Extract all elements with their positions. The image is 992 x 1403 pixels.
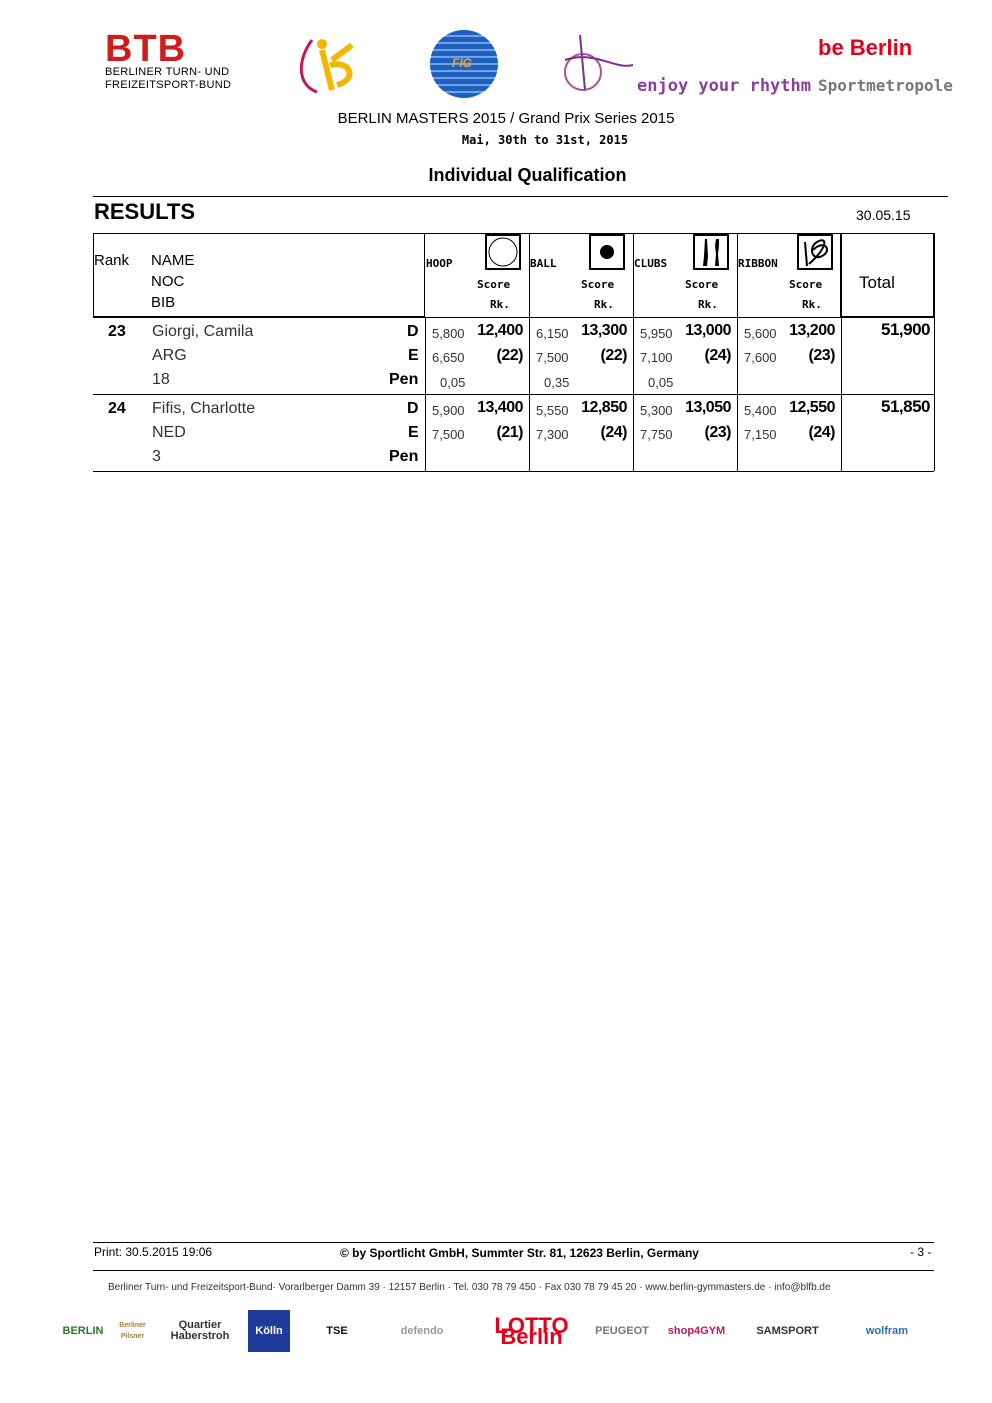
footer-divider-top [93,1242,934,1243]
apparatus-ball: BALL [530,257,557,270]
footer-address: Berliner Turn- und Freizeitsport-Bund· Vorarlberger Damm 39 · 12157 Berlin · Tel. 030 78 79 450 · Fax 030 78 79 45 20 · www.berlin-gymmasters.de · info@blfb.de [108,1282,831,1293]
e-score: 7,500 [536,350,569,365]
results-heading: RESULTS [94,199,196,224]
rank-label: Rk. [802,298,822,311]
apparatus-score: 12,400 [477,322,523,339]
e-score: 7,500 [432,427,465,442]
noc: ARG [152,347,187,364]
e-score: 6,650 [432,350,465,365]
print-timestamp: Print: 30.5.2015 19:06 [94,1245,213,1259]
rank: 23 [108,323,126,340]
column-divider [737,394,738,471]
rank-label: Rk. [490,298,510,311]
sponsor-logo: defendo [400,1324,444,1337]
be-berlin-logo: be Berlin [818,35,913,60]
label-d: D [407,323,419,340]
column-divider [841,317,842,394]
sponsor-logo: Quartier Haberstroh [170,1319,230,1342]
apparatus-score: 13,300 [581,322,627,339]
label-pen: Pen [389,448,419,465]
column-divider [737,317,738,394]
btb-line2: FREIZEITSPORT-BUND [105,79,232,91]
bib: 18 [152,371,170,388]
score-label: Score [477,278,511,291]
fig-logo: FIG [430,30,498,98]
sponsor-logo: Berliner Pilsner [119,1322,146,1340]
penalty: 0,05 [440,375,466,390]
table-bottom [93,471,934,472]
e-score: 7,750 [640,427,673,442]
label-e: E [408,424,419,441]
divider [93,196,948,197]
sponsor-logo: BERLIN [62,1324,104,1337]
col-total: Total [859,273,895,292]
d-score: 6,150 [536,326,569,341]
hoop-icon [485,234,521,270]
copyright: © by Sportlicht GmbH, Summter Str. 81, 12623 Berlin, Germany [340,1246,699,1260]
apparatus-score: 12,850 [581,399,627,416]
e-score: 7,150 [744,427,777,442]
results-date: 30.05.15 [856,207,911,223]
e-score: 7,100 [640,350,673,365]
ball-icon [589,234,625,270]
e-score: 7,600 [744,350,777,365]
btb-mark: BTB [105,28,187,70]
column-divider [425,317,426,394]
event-dates: Mai, 30th to 31st, 2015 [461,133,629,147]
clubs-icon [693,234,729,270]
row-divider [93,394,934,395]
noc: NED [152,424,186,441]
label-pen: Pen [389,371,419,388]
label-d: D [407,400,419,417]
bib: 3 [152,448,161,465]
column-divider [529,317,530,394]
score-label: Score [789,278,823,291]
apparatus-score: 13,000 [685,322,731,339]
d-score: 5,950 [640,326,673,341]
score-label: Score [581,278,615,291]
row-divider [93,317,934,318]
apparatus-ribbon: RIBBON [738,257,778,270]
apparatus-rank: (24) [808,424,835,441]
col-bib: BIB [151,294,176,311]
d-score: 5,800 [432,326,465,341]
apparatus-score: 13,200 [789,322,835,339]
gymnast-logo [292,30,364,98]
column-divider [737,233,738,317]
apparatus-rank: (23) [704,424,731,441]
col-noc: NOC [151,273,185,290]
ribbon-icon [797,234,833,270]
event-title: BERLIN MASTERS 2015 / Grand Prix Series 2015 [337,110,675,127]
apparatus-rank: (22) [600,347,627,364]
apparatus-rank: (23) [808,347,835,364]
column-divider [633,394,634,471]
apparatus-hoop: HOOP [426,257,453,270]
footer-divider-bottom [93,1270,934,1271]
d-score: 5,900 [432,403,465,418]
rhythm-logo-graphic [555,30,635,100]
apparatus-rank: (24) [600,424,627,441]
apparatus-score: 13,400 [477,399,523,416]
column-divider [529,233,530,317]
sponsor-logo: shop4GYM [667,1324,726,1337]
sponsor-logo: TSE [326,1324,348,1337]
total-score: 51,850 [881,397,930,416]
athlete-name: Giorgi, Camila [152,323,254,340]
column-divider [841,233,842,317]
table-right [934,233,935,471]
d-score: 5,300 [640,403,673,418]
column-divider [633,317,634,394]
sponsor-logo: LOTTO Berlin [494,1313,569,1349]
column-divider [529,394,530,471]
apparatus-rank: (22) [496,347,523,364]
column-divider [425,394,426,471]
label-e: E [408,347,419,364]
column-divider [841,394,842,471]
table-left [93,233,94,317]
d-score: 5,400 [744,403,777,418]
total-score: 51,900 [881,320,930,339]
btb-logo [105,28,232,92]
rhythm-logo: enjoy your rhythm [637,76,811,96]
page-number: - 3 - [910,1245,932,1259]
athlete-name: Fifis, Charlotte [152,400,256,417]
sportmetropole-logo: Sportmetropole [818,76,953,95]
apparatus-rank: (21) [496,424,523,441]
btb-line1: BERLINER TURN- UND [105,66,230,78]
penalty: 0,05 [648,375,674,390]
col-rank: Rank [94,252,130,269]
apparatus-score: 13,050 [685,399,731,416]
sponsor-logo: Kölln [248,1310,290,1352]
rank-label: Rk. [594,298,614,311]
rank: 24 [108,400,126,417]
apparatus-score: 12,550 [789,399,835,416]
column-divider [633,233,634,317]
e-score: 7,300 [536,427,569,442]
penalty: 0,35 [544,375,570,390]
sponsor-logo: PEUGEOT [595,1324,649,1337]
rank-label: Rk. [698,298,718,311]
score-label: Score [685,278,719,291]
apparatus-clubs: CLUBS [634,257,668,270]
d-score: 5,600 [744,326,777,341]
sponsor-logo: SAMSPORT [756,1324,819,1337]
apparatus-rank: (24) [704,347,731,364]
col-name: NAME [151,252,195,269]
competition-title: Individual Qualification [428,165,627,185]
d-score: 5,550 [536,403,569,418]
sponsor-logo: wolfram [865,1324,909,1337]
